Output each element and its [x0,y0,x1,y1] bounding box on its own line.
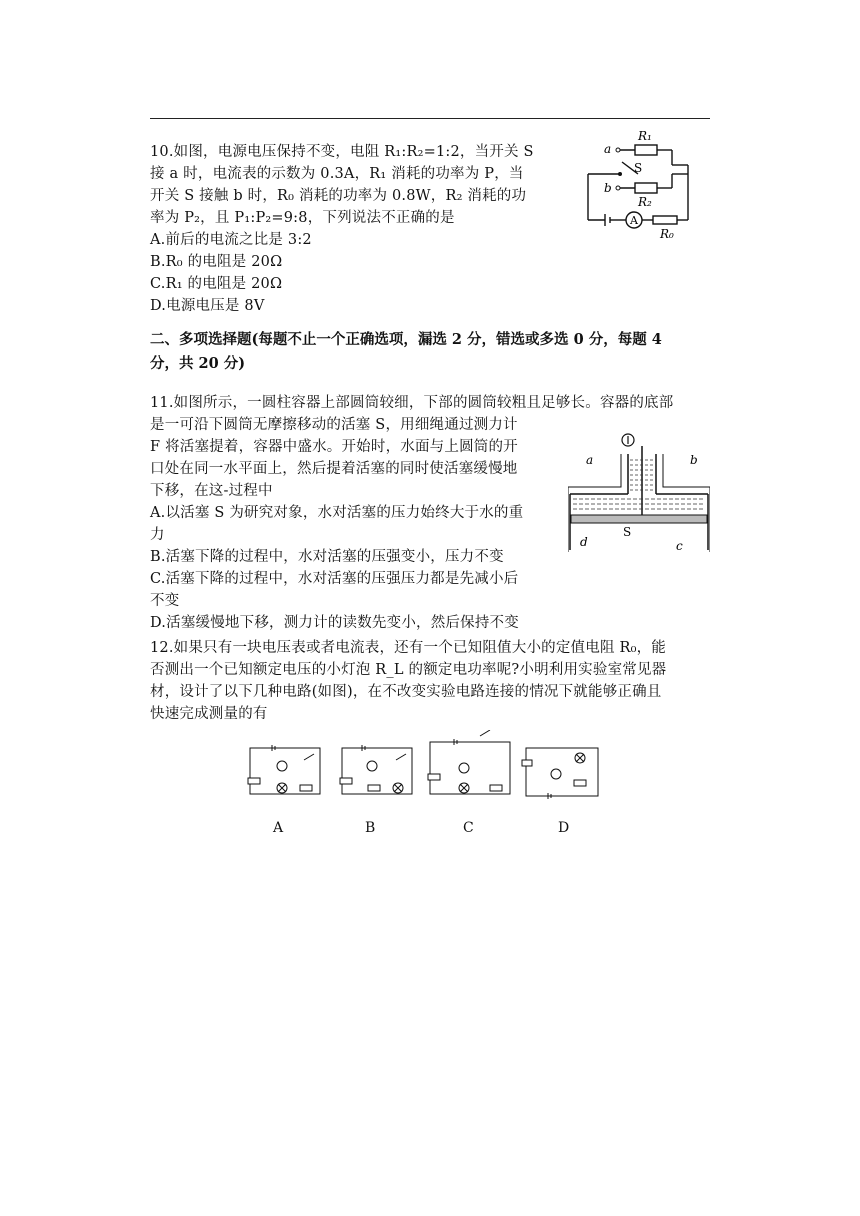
q10-line: 10.如图，电源电压保持不变，电阻 R₁:R₂=1:2，当开关 S [150,144,534,160]
section-2-heading [150,328,662,376]
q11-option-b: B.活塞下降的过程中，水对活塞的压强变小，压力不变 [150,549,504,565]
circuit-label-a: A [273,820,284,836]
q10-line: 接 a 时，电流表的示数为 0.3A，R₁ 消耗的功率为 P，当 [150,166,524,182]
circuit-d [520,742,604,808]
q11-line: 下移，在这-过程中 [150,483,273,499]
q11-line: 不变 [150,593,180,609]
q11-line: 是一可沿下圆筒无摩擦移动的活塞 S，用细绳通过测力计 [150,417,518,433]
question-10 [150,141,534,317]
fig10-label-r0: R₀ [660,227,674,240]
circuit-c [424,730,516,808]
q11-container-figure [568,432,710,554]
fig10-ammeter-label: A [630,214,638,227]
section-2-line: 分，共 20 分) [150,355,246,372]
circuit-label-b: B [365,820,376,836]
q11-option-a: A.以活塞 S 为研究对象，水对活塞的压力始终大于水的重 [150,505,524,521]
q11-line: 力 [150,527,165,543]
fig11-label-s: S [623,525,632,539]
q11-option-d: D.活塞缓慢地下移，测力计的读数先变小，然后保持不变 [150,615,519,631]
fig10-label-s: S [634,161,643,175]
top-rule [150,118,710,119]
fig11-label-a: a [586,453,594,467]
fig10-label-a: a [604,142,612,156]
q12-line: 否测出一个已知额定电压的小灯泡 R_L 的额定电功率呢?小明利用实验室常见器 [150,662,667,678]
q10-option-a: A.前后的电流之比是 3:2 [150,232,312,248]
circuit-b [336,742,418,808]
q11-line: 11.如图所示，一圆柱容器上部圆筒较细，下部的圆筒较粗且足够长。容器的底部 [150,395,674,411]
circuit-a [244,742,326,808]
q10-circuit-figure [580,122,710,240]
q12-line: 快速完成测量的有 [150,706,268,722]
fig11-label-c: c [676,539,683,553]
q12-line: 材，设计了以下几种电路(如图)，在不改变实验电路连接的情况下就能够正确且 [150,684,662,700]
circuit-label-c: C [463,820,474,836]
q12-line: 12.如果只有一块电压表或者电流表，还有一个已知阻值大小的定值电阻 R₀，能 [150,640,666,656]
q11-line: 口处在同一水平面上，然后提着活塞的同时使活塞缓慢地 [150,461,518,477]
q11-line: F 将活塞提着，容器中盛水。开始时，水面与上圆筒的开 [150,439,518,455]
fig11-label-b: b [690,453,698,467]
question-12 [150,637,666,725]
fig10-label-r2: R₂ [638,195,652,209]
q11-option-c: C.活塞下降的过程中，水对活塞的压强压力都是先减小后 [150,571,519,587]
fig10-label-r1: R₁ [638,129,652,143]
q10-option-b: B.R₀ 的电阻是 20Ω [150,254,283,270]
section-2-line: 二、多项选择题(每题不止一个正确选项，漏选 2 分，错选或多选 0 分，每题 4 [150,331,662,348]
fig11-label-d: d [580,535,588,549]
q10-option-c: C.R₁ 的电阻是 20Ω [150,276,283,292]
q10-line: 开关 S 接触 b 时，R₀ 消耗的功率为 0.8W，R₂ 消耗的功 [150,188,527,204]
circuit-label-d: D [558,820,570,836]
q10-option-d: D.电源电压是 8V [150,298,265,314]
fig10-label-b: b [604,181,612,195]
q10-line: 率为 P₂，且 P₁:P₂=9:8，下列说法不正确的是 [150,210,455,226]
